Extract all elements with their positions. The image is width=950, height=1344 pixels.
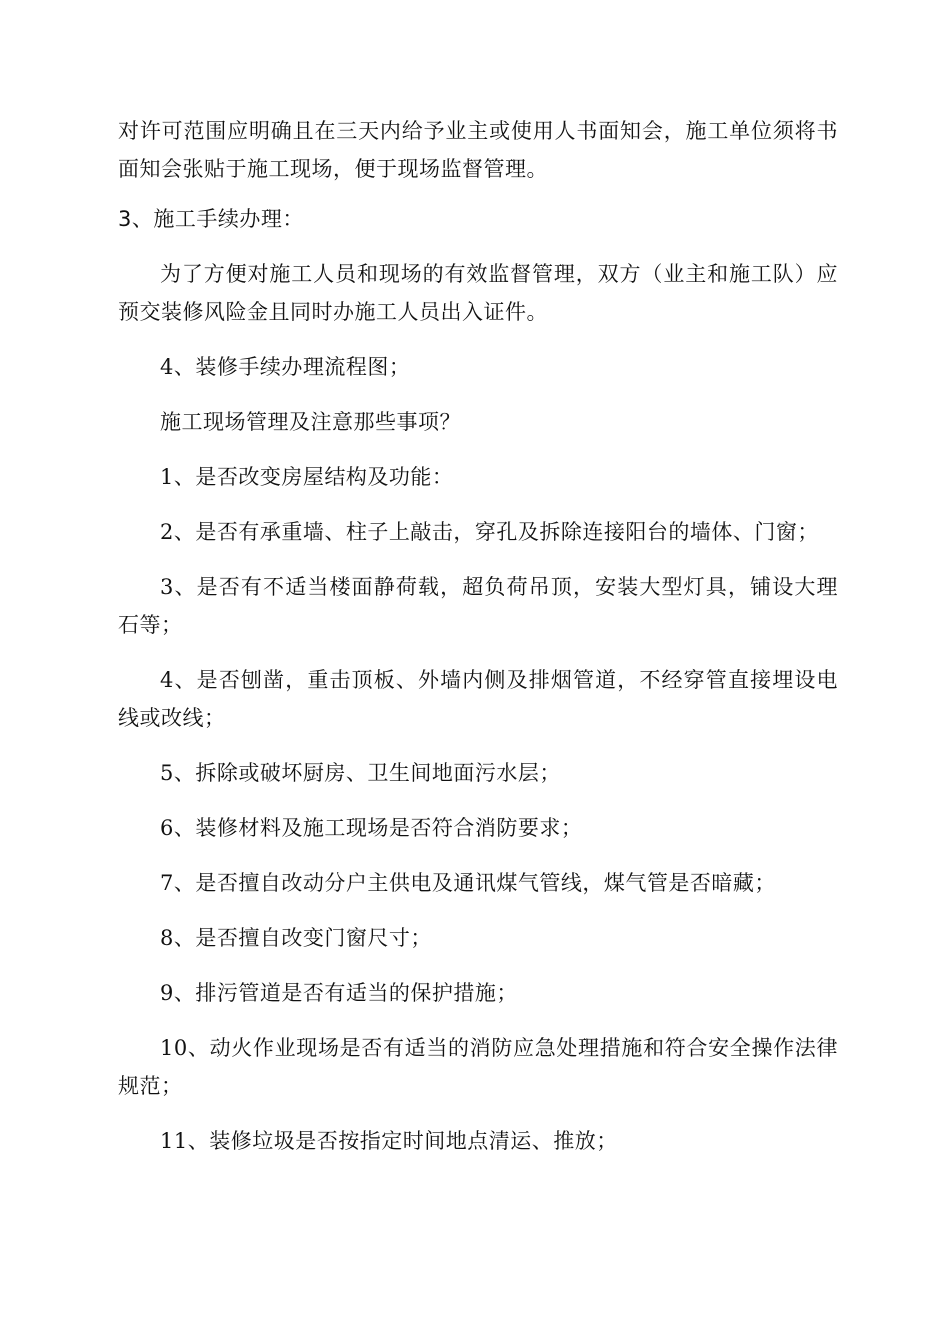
- list-item: 5、拆除或破坏厨房、卫生间地面污水层；: [160, 761, 561, 785]
- heading-construction-procedures: 3、施工手续办理：: [118, 207, 304, 231]
- list-item: 2、是否有承重墙、柱子上敲击，穿孔及拆除连接阳台的墙体、门窗；: [160, 520, 819, 544]
- list-item: 4、是否刨凿，重击顶板、外墙内侧及排烟管道，不经穿管直接埋设电线或改线；: [118, 668, 838, 730]
- list-item: 11、装修垃圾是否按指定时间地点清运、推放；: [160, 1129, 618, 1153]
- heading-site-management: 施工现场管理及注意那些事项？: [160, 410, 461, 434]
- list-item: 9、排污管道是否有适当的保护措施；: [160, 981, 518, 1005]
- list-item: 1、是否改变房屋结构及功能：: [160, 465, 454, 489]
- list-item: 7、是否擅自改动分户主供电及通讯煤气管线，煤气管是否暗藏；: [160, 871, 776, 895]
- paragraph-supervision: 为了方便对施工人员和现场的有效监督管理，双方（业主和施工队）应预交装修风险金且同时办施工人员出入证件。: [118, 262, 838, 324]
- list-item: 8、是否擅自改变门窗尺寸；: [160, 926, 432, 950]
- document-page: [118, 112, 838, 1160]
- paragraph-permit-scope: 对许可范围应明确且在三天内给予业主或使用人书面知会，施工单位须将书面知会张贴于施工现场，便于现场监督管理。: [118, 119, 838, 181]
- heading-flowchart: 4、装修手续办理流程图；: [160, 355, 411, 379]
- list-item: 10、动火作业现场是否有适当的消防应急处理措施和符合安全操作法律规范；: [118, 1036, 838, 1098]
- list-item: 3、是否有不适当楼面静荷载，超负荷吊顶，安装大型灯具，铺设大理石等；: [118, 575, 838, 637]
- list-item: 6、装修材料及施工现场是否符合消防要求；: [160, 816, 583, 840]
